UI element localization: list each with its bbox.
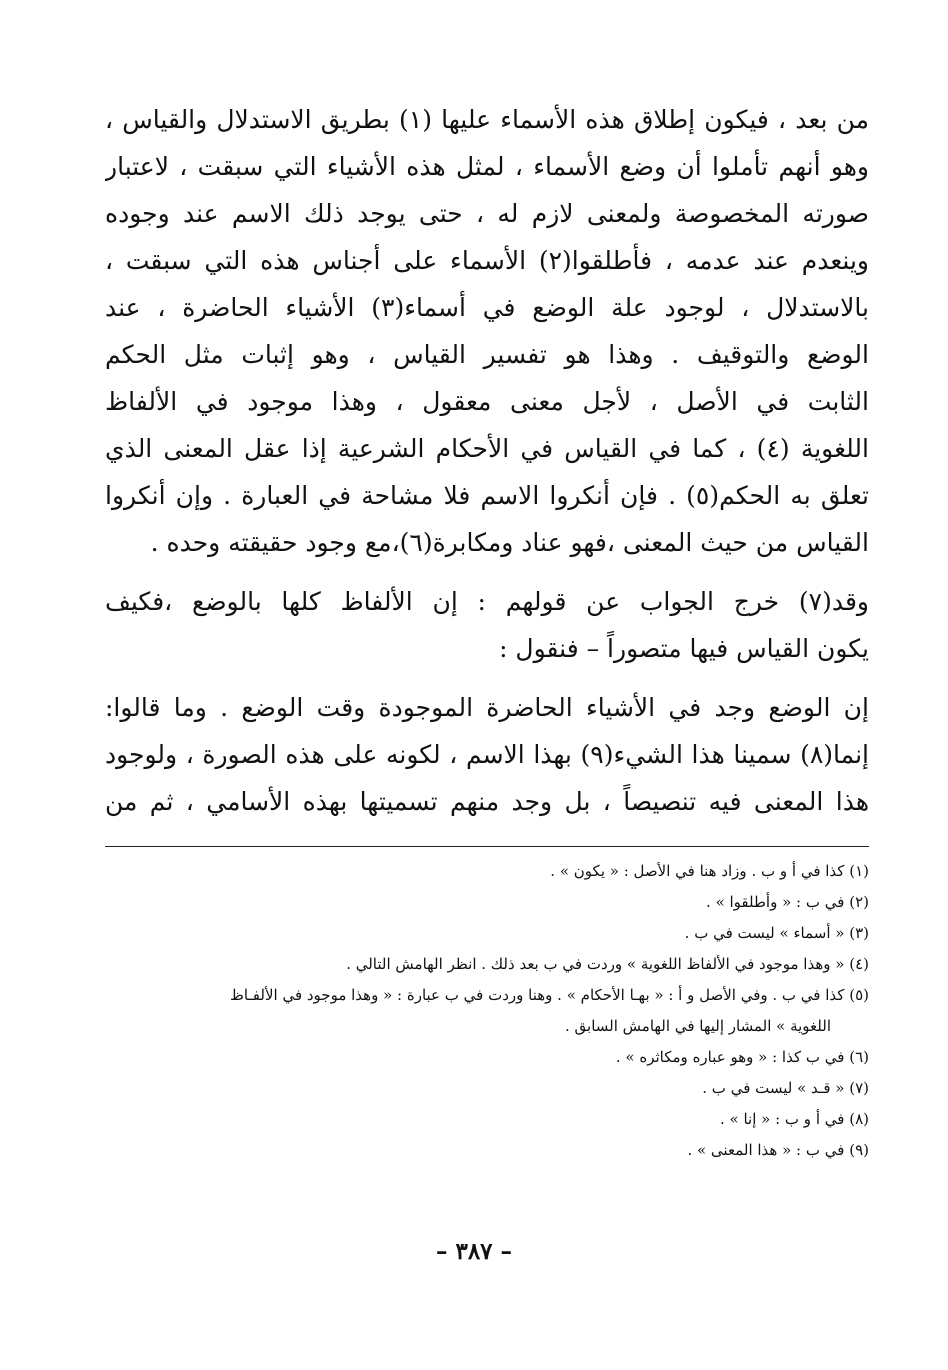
footnote-text: كذا في ب . وفي الأصل و أ : « بهـا الأحكام » . وهنا وردت في ب عبارة : « وهذا موجود في الألفـاظ xyxy=(229,986,845,1004)
paragraph-1 xyxy=(105,96,869,566)
footnote-marker: (٩) xyxy=(849,1141,869,1159)
footnote-text: في ب : « وأطلقوا » . xyxy=(706,893,845,911)
footnote-marker: (٤) xyxy=(849,955,869,973)
footnote-text: كذا في أ و ب . وزاد هنا في الأصل : « يكون » . xyxy=(550,862,845,880)
footnote-5 xyxy=(105,980,869,1011)
footnote-4 xyxy=(105,949,869,980)
text-line: وقد(٧) خرج الجواب عن قولهم : إن الألفاظ كلها بالوضع ،فكيف xyxy=(105,587,869,616)
footnote-marker: (٦) xyxy=(849,1048,869,1066)
footnote-separator xyxy=(105,846,869,847)
paragraph-2 xyxy=(105,578,869,672)
text-line: وهو أنهم تأملوا أن وضع الأسماء ، لمثل هذه الأشياء التي سبقت ، لاعتبار xyxy=(105,152,869,181)
footnote-text: « قـد » ليست في ب . xyxy=(702,1079,845,1097)
footnote-marker: (٢) xyxy=(849,893,869,911)
footnote-text: في أ و ب : « إنا » . xyxy=(719,1110,845,1128)
footnote-3 xyxy=(105,918,869,949)
footnote-text: في ب كذا : « وهو عباره ومكاثره » . xyxy=(615,1048,845,1066)
text-line: تعلق به الحكم(٥) . فإن أنكروا الاسم فلا مشاحة في العبارة . وإن أنكروا xyxy=(105,481,869,510)
paragraph-gap xyxy=(105,566,869,578)
footnote-6 xyxy=(105,1042,869,1073)
footnote-1 xyxy=(105,856,869,887)
footnote-9 xyxy=(105,1135,869,1166)
footnote-5-continuation xyxy=(105,1011,869,1042)
footnote-7 xyxy=(105,1073,869,1104)
text-line: الثابت في الأصل ، لأجل معنى معقول ، وهذا موجود في الألفاظ xyxy=(105,387,869,416)
footnote-8 xyxy=(105,1104,869,1135)
footnote-text: « وهذا موجود في الألفاظ اللغوية » وردت في ب بعد ذلك . انظر الهامش التالي . xyxy=(346,955,845,973)
text-line: القياس من حيث المعنى ،فهو عناد ومكابرة(٦)،مع وجود حقيقته وحده . xyxy=(150,528,869,557)
text-line: هذا المعنى فيه تنصيصاً ، بل وجد منهم تسميتها بهذه الأسامي ، ثم من xyxy=(105,787,869,816)
text-line: من بعد ، فيكون إطلاق هذه الأسماء عليها (١) بطريق الاستدلال والقياس ، xyxy=(105,105,869,134)
footnote-marker: (٥) xyxy=(849,986,869,1004)
footnote-marker: (١) xyxy=(849,862,869,880)
footnote-marker: (٨) xyxy=(849,1110,869,1128)
page-number: – ٣٨٧ – xyxy=(435,1238,513,1265)
text-line: بالاستدلال ، لوجود علة الوضع في أسماء(٣) الأشياء الحاضرة ، عند xyxy=(105,293,869,322)
footnote-text: اللغوية » المشار إليها في الهامش السابق . xyxy=(564,1017,831,1035)
paragraph-3 xyxy=(105,684,869,825)
footnote-marker: (٧) xyxy=(849,1079,869,1097)
main-text-body xyxy=(105,96,869,825)
text-line: إنما(٨) سمينا هذا الشيء(٩) بهذا الاسم ، لكونه على هذه الصورة ، ولوجود xyxy=(105,740,869,769)
paragraph-gap xyxy=(105,672,869,684)
text-line: وينعدم عند عدمه ، فأطلقوا(٢) الأسماء على أجناس هذه التي سبقت ، xyxy=(105,246,869,275)
text-line: الوضع والتوقيف . وهذا هو تفسير القياس ، وهو إثبات مثل الحكم xyxy=(105,340,869,369)
text-line: إن الوضع وجد في الأشياء الحاضرة الموجودة وقت الوضع . وما قالوا: xyxy=(105,693,869,722)
footnote-marker: (٣) xyxy=(849,924,869,942)
footnote-text: في ب : « هذا المعنى » . xyxy=(687,1141,845,1159)
text-line: اللغوية (٤) ، كما في القياس في الأحكام الشرعية إذا عقل المعنى الذي xyxy=(105,434,869,463)
text-line: صورته المخصوصة ولمعنى لازم له ، حتى يوجد ذلك الاسم عند وجوده xyxy=(105,199,869,228)
footnotes-section xyxy=(105,856,869,1166)
footnote-text: « أسماء » ليست في ب . xyxy=(684,924,845,942)
text-line: يكون القياس فيها متصوراً – فنقول : xyxy=(499,634,869,663)
footnote-2 xyxy=(105,887,869,918)
